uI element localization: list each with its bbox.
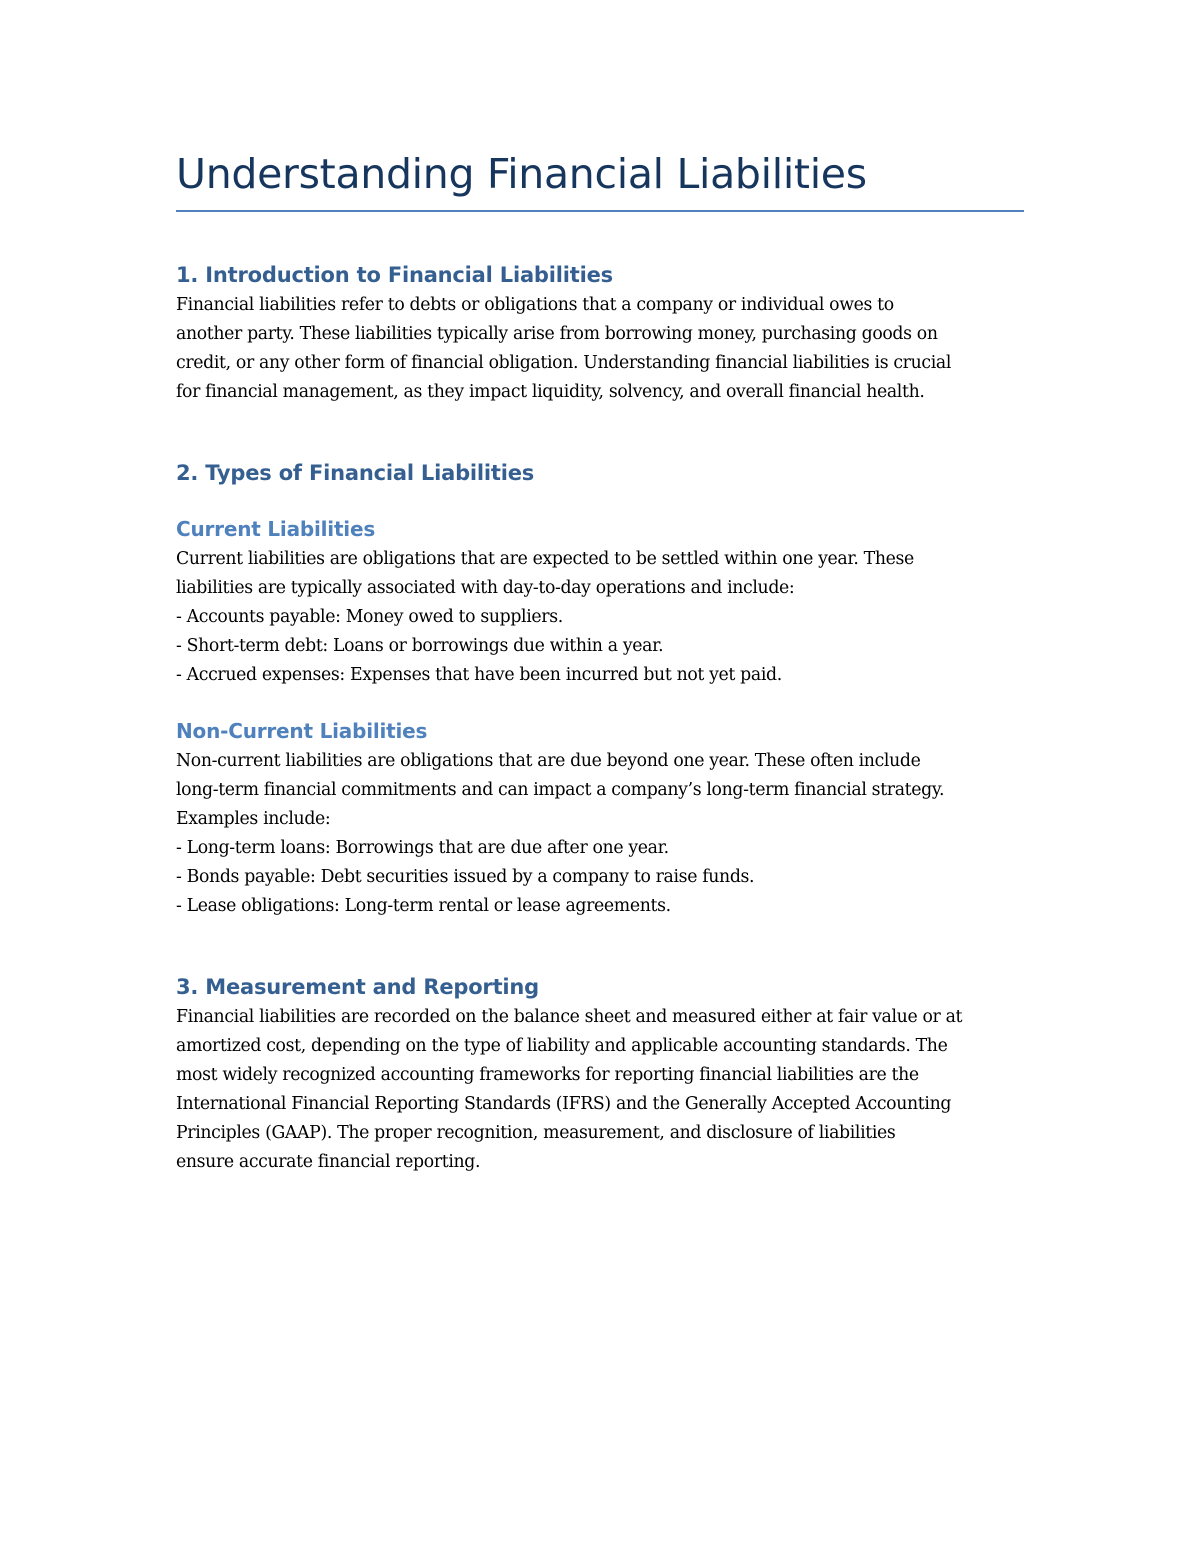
document-page xyxy=(176,140,1024,1177)
list-item: - Accrued expenses: Expenses that have been incurred but not yet paid. xyxy=(176,665,782,685)
subsection-heading-current-liabilities: Current Liabilities xyxy=(176,517,376,541)
paragraph-line: most widely recognized accounting frameworks for reporting financial liabilities are the xyxy=(176,1065,919,1085)
paragraph-line: International Financial Reporting Standards (IFRS) and the Generally Accepted Accounting xyxy=(176,1094,952,1114)
paragraph-line: Financial liabilities are recorded on the balance sheet and measured either at fair value or at xyxy=(176,1007,963,1027)
section-heading-introduction: 1. Introduction to Financial Liabilities xyxy=(176,263,613,287)
document-title: Understanding Financial Liabilities xyxy=(176,150,867,198)
section-heading-types: 2. Types of Financial Liabilities xyxy=(176,461,535,485)
paragraph-line: Current liabilities are obligations that are expected to be settled within one year. These xyxy=(176,549,914,569)
paragraph-line: Principles (GAAP). The proper recognition, measurement, and disclosure of liabilities xyxy=(176,1123,896,1143)
paragraph-line: amortized cost, depending on the type of liability and applicable accounting standards. The xyxy=(176,1036,948,1056)
list-item: - Bonds payable: Debt securities issued by a company to raise funds. xyxy=(176,867,755,887)
paragraph-line: ensure accurate financial reporting. xyxy=(176,1152,481,1172)
paragraph-line: credit, or any other form of financial obligation. Understanding financial liabilities is crucial xyxy=(176,353,952,373)
list-item: - Short-term debt: Loans or borrowings due within a year. xyxy=(176,636,664,656)
section-paragraph-introduction xyxy=(176,291,1024,407)
section-heading-measurement-reporting: 3. Measurement and Reporting xyxy=(176,975,539,999)
list-item: - Long-term loans: Borrowings that are due after one year. xyxy=(176,838,669,858)
paragraph-line: liabilities are typically associated with day-to-day operations and include: xyxy=(176,578,795,598)
paragraph-line: another party. These liabilities typically arise from borrowing money, purchasing goods on xyxy=(176,324,938,344)
subsection-heading-non-current-liabilities: Non-Current Liabilities xyxy=(176,719,428,743)
list-item: - Lease obligations: Long-term rental or lease agreements. xyxy=(176,896,671,916)
title-underline-rule xyxy=(176,210,1024,212)
section-paragraph-measurement-reporting xyxy=(176,1003,1024,1177)
paragraph-line: Non-current liabilities are obligations that are due beyond one year. These often include xyxy=(176,751,921,771)
list-item: - Accounts payable: Money owed to suppliers. xyxy=(176,607,563,627)
subsection-paragraph-non-current-liabilities xyxy=(176,747,1024,921)
subsection-paragraph-current-liabilities xyxy=(176,545,1024,690)
paragraph-line: long-term financial commitments and can impact a company’s long-term financial strategy. xyxy=(176,780,945,800)
paragraph-line: for financial management, as they impact liquidity, solvency, and overall financial health. xyxy=(176,382,925,402)
paragraph-line: Financial liabilities refer to debts or obligations that a company or individual owes to xyxy=(176,295,894,315)
paragraph-line: Examples include: xyxy=(176,809,331,829)
